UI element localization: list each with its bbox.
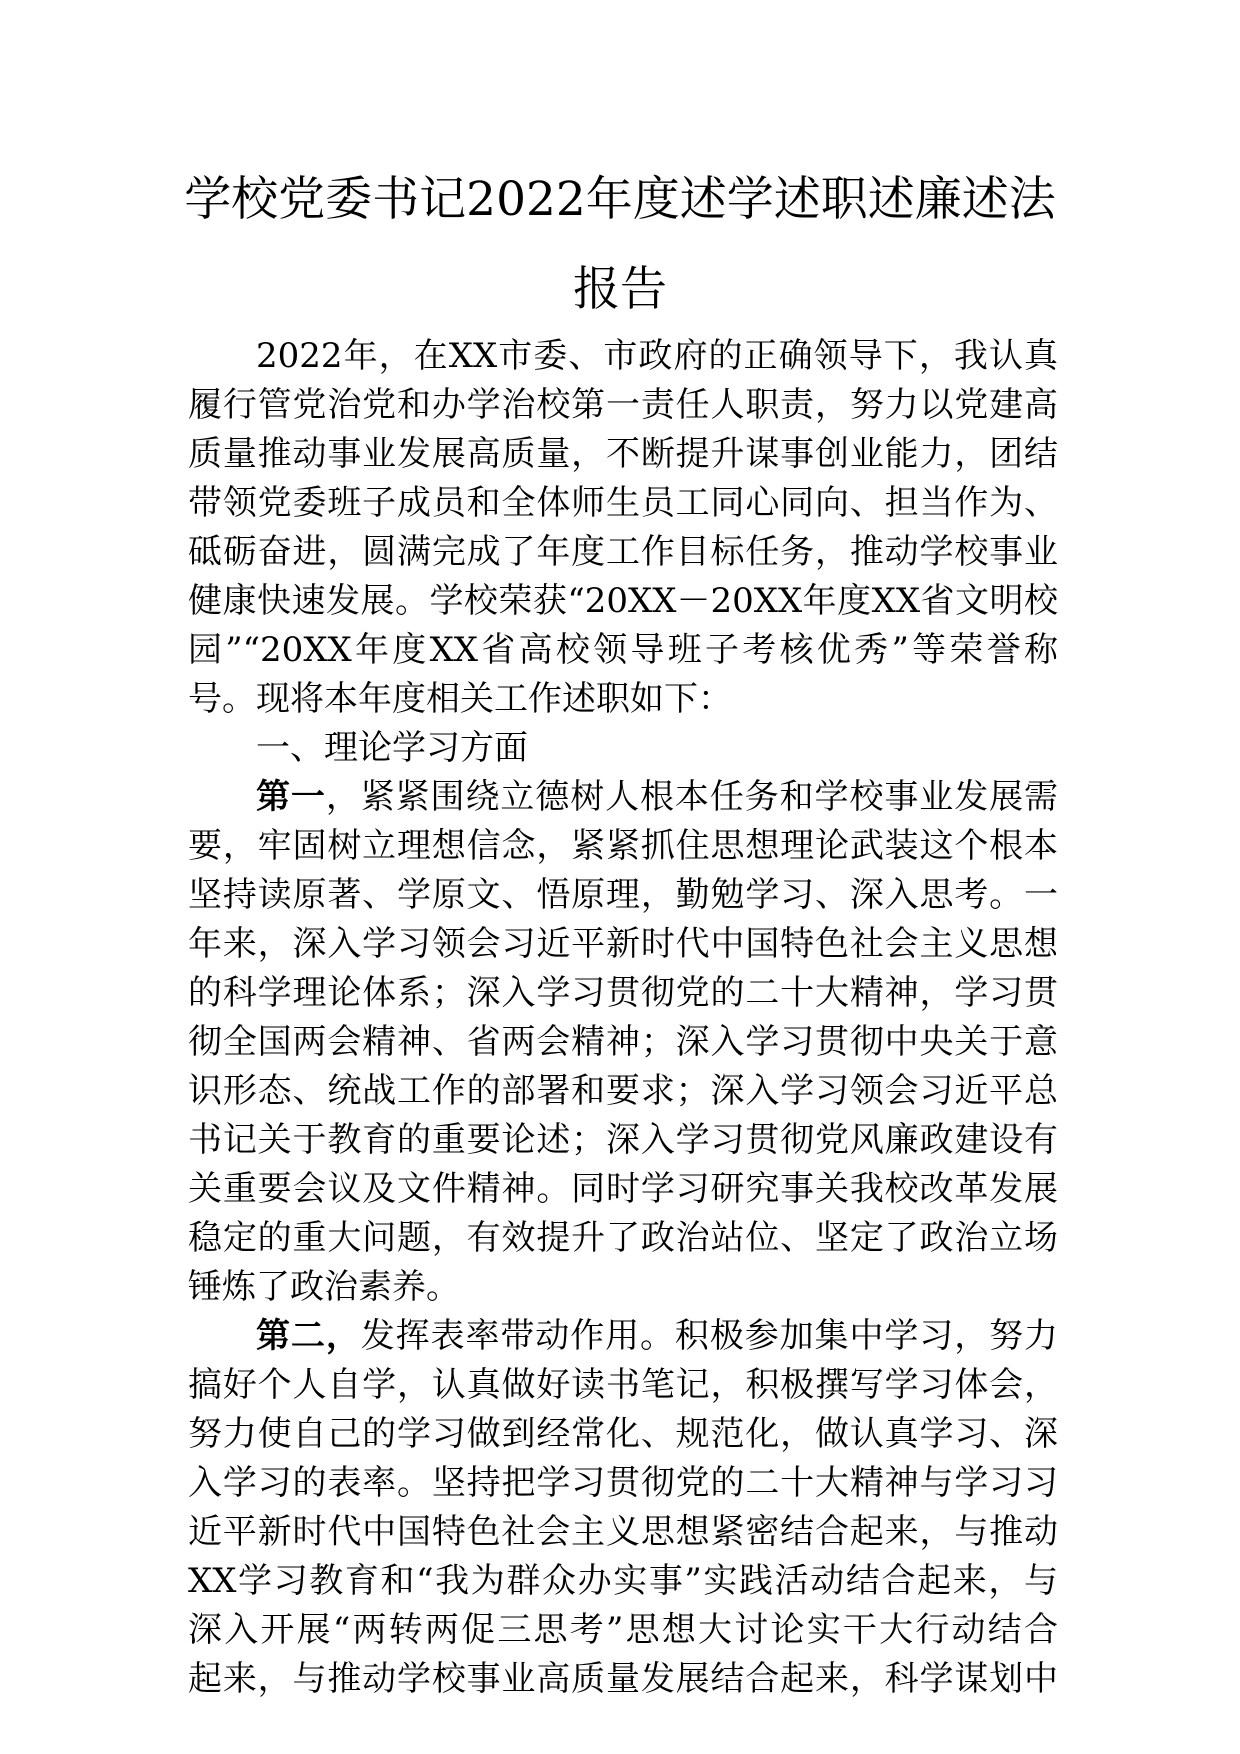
- body-text-line: [188, 577, 1058, 626]
- body-text-line: [188, 430, 1058, 479]
- line-text: XX学习教育和“我为群众办实事”实践活动结合起来，与: [188, 1561, 1058, 1601]
- line-text: 带领党委班子成员和全体师生员工同心同向、担当作为、: [188, 483, 1058, 523]
- body-text-line: [188, 332, 1058, 381]
- line-text: 要，牢固树立理想信念，紧紧抓住思想理论武装这个根本: [188, 826, 1058, 866]
- document-title-line1: 学校党委书记2022年度述学述职述廉述法: [184, 172, 1056, 227]
- body-text-line: [188, 675, 1058, 724]
- line-text: 识形态、统战工作的部署和要求；深入学习领会习近平总: [188, 1071, 1058, 1111]
- body-text-line: [188, 1655, 1058, 1704]
- body-text-line: [188, 920, 1058, 969]
- line-text: 起来，与推动学校事业高质量发展结合起来，科学谋划中: [188, 1659, 1058, 1699]
- line-text: 入学习的表率。坚持把学习贯彻党的二十大精神与学习习: [188, 1463, 1058, 1503]
- line-text: 深入开展“两转两促三思考”思想大讨论实干大行动结合: [188, 1610, 1058, 1650]
- body-text-line: [188, 1410, 1058, 1459]
- document-body: [188, 332, 1058, 1704]
- line-text: 关重要会议及文件精神。同时学习研究事关我校改革发展: [188, 1169, 1058, 1209]
- paragraph-lead-bold: 第一: [256, 777, 326, 817]
- line-text: 发挥表率带动作用。积极参加集中学习，努力: [360, 1316, 1059, 1356]
- line-text: 健康快速发展。学校荣获“20XX－20XX年度XX省文明校: [188, 581, 1058, 621]
- body-text-line: [188, 1214, 1058, 1263]
- document-title-line2: 报告: [573, 262, 667, 317]
- line-text: 一、理论学习方面: [256, 728, 528, 768]
- line-text: 彻全国两会精神、省两会精神；深入学习贯彻中央关于意: [188, 1022, 1058, 1062]
- body-text-line: [188, 1165, 1058, 1214]
- line-text: 锤炼了政治素养。: [188, 1267, 460, 1307]
- body-text-line: [188, 724, 1058, 773]
- body-text-line: [188, 1606, 1058, 1655]
- paragraph-lead-bold: 第二，: [256, 1316, 361, 1356]
- line-text: 砥砺奋进，圆满完成了年度工作目标任务，推动学校事业: [188, 532, 1058, 572]
- body-text-line: [188, 1018, 1058, 1067]
- line-text: 近平新时代中国特色社会主义思想紧密结合起来，与推动: [188, 1512, 1058, 1552]
- body-text-line: [188, 773, 1058, 822]
- body-text-line: [188, 626, 1058, 675]
- body-text-line: [188, 1067, 1058, 1116]
- body-text-line: [188, 969, 1058, 1018]
- line-text: 园”“20XX年度XX省高校领导班子考核优秀”等荣誉称: [188, 630, 1058, 670]
- line-text: 质量推动事业发展高质量，不断提升谋事创业能力，团结: [188, 434, 1058, 474]
- body-text-line: [188, 822, 1058, 871]
- body-text-line: [188, 1459, 1058, 1508]
- body-text-line: [188, 1263, 1058, 1312]
- line-text: 稳定的重大问题，有效提升了政治站位、坚定了政治立场: [188, 1218, 1058, 1258]
- body-text-line: [188, 871, 1058, 920]
- body-text-line: [188, 381, 1058, 430]
- line-text: 号。现将本年度相关工作述职如下：: [188, 679, 732, 719]
- line-text: 年来，深入学习领会习近平新时代中国特色社会主义思想: [188, 924, 1058, 964]
- body-text-line: [188, 1116, 1058, 1165]
- body-text-line: [188, 1557, 1058, 1606]
- line-text: 的科学理论体系；深入学习贯彻党的二十大精神，学习贯: [188, 973, 1058, 1013]
- line-text: 努力使自己的学习做到经常化、规范化，做认真学习、深: [188, 1414, 1058, 1454]
- line-text: 坚持读原著、学原文、悟原理，勤勉学习、深入思考。一: [188, 875, 1058, 915]
- line-text: 书记关于教育的重要论述；深入学习贯彻党风廉政建设有: [188, 1120, 1058, 1160]
- body-text-line: [188, 1508, 1058, 1557]
- body-text-line: [188, 479, 1058, 528]
- line-text: ，紧紧围绕立德树人根本任务和学校事业发展需: [325, 777, 1059, 817]
- line-text: 履行管党治党和办学治校第一责任人职责，努力以党建高: [188, 385, 1058, 425]
- line-text: 搞好个人自学，认真做好读书笔记，积极撰写学习体会，: [188, 1365, 1058, 1405]
- body-text-line: [188, 1361, 1058, 1410]
- body-text-line: [188, 528, 1058, 577]
- line-text: 2022年，在XX市委、市政府的正确领导下，我认真: [256, 336, 1058, 376]
- body-text-line: [188, 1312, 1058, 1361]
